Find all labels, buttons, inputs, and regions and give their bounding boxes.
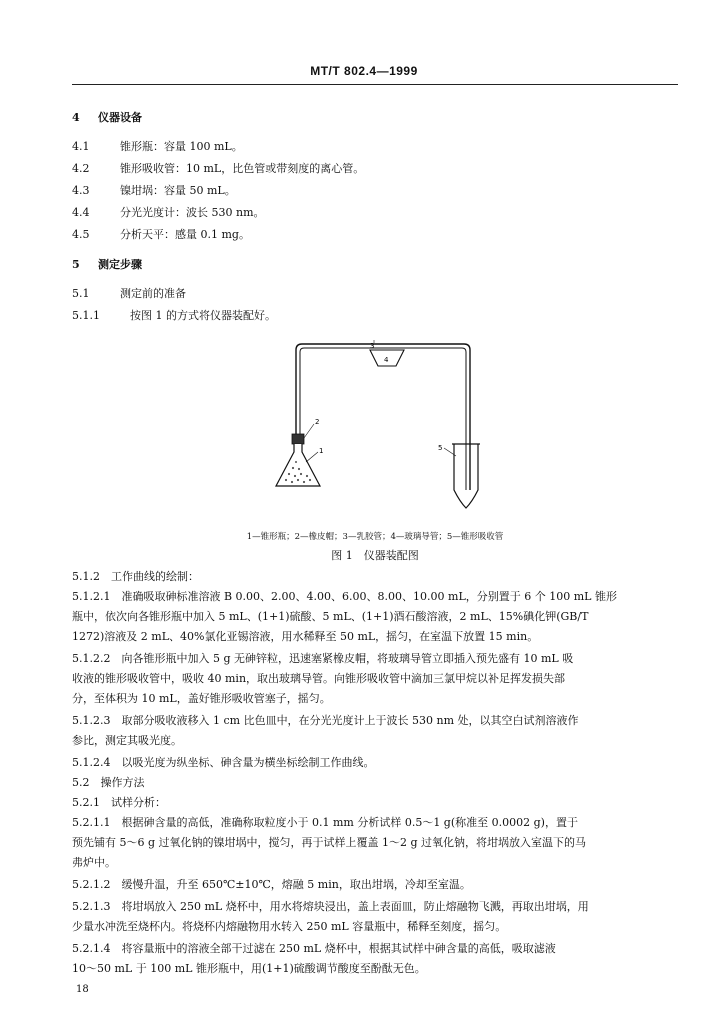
body-line: 少量水冲洗至烧杯内。将烧杯内熔融物用水转入 250 mL 容量瓶中，稀释至刻度，摇匀。 [72, 920, 507, 933]
section-title: 测定步骤 [98, 258, 142, 271]
item-number: 5.1 [72, 287, 90, 300]
body-line: 5.1.2.3 取部分吸收液移入 1 cm 比色皿中，在分光光度计上于波长 530 nm 处，以其空白试剂溶液作 [72, 714, 579, 727]
body-line: 5.1.2.4 以吸光度为纵坐标、砷含量为横坐标绘制工作曲线。 [72, 756, 375, 769]
body-line: 参比，测定其吸光度。 [72, 734, 182, 747]
figure-title: 图 1 仪器装配图 [331, 549, 419, 562]
body-line: 5.1.2.1 准确吸取砷标准溶液 B 0.00、2.00、4.00、6.00、8.00、10.00 mL，分别置于 6 个 100 mL 锥形 [72, 590, 617, 603]
item-4-2 [72, 161, 684, 176]
page-number: 18 [76, 984, 89, 995]
figure-legend: 1—锥形瓶；2—橡皮帽；3—乳胶管；4—玻璃导管；5—锥形吸收管 [246, 532, 504, 542]
body-line: 10～50 mL 于 100 mL 锥形瓶中，用(1+1)硫酸调节酸度至酚酞无色。 [72, 962, 426, 975]
body-line: 5.1.2 工作曲线的绘制： [72, 570, 199, 583]
item-number: 4.2 [72, 162, 90, 175]
body-line: 5.2.1.4 将容量瓶中的溶液全部干过滤在 250 mL 烧杯中，根据其试样中砷含量的高低，吸取滤液 [72, 942, 556, 955]
body-line: 5.2.1.3 将坩埚放入 250 mL 烧杯中，用水将熔块浸出，盖上表面皿，防止熔融物飞溅，再取出坩埚，用 [72, 900, 589, 913]
item-4-1 [72, 139, 684, 154]
body-line: 弗炉中。 [72, 856, 116, 869]
body-line: 分，至体积为 10 mL，盖好锥形吸收管塞子，摇匀。 [72, 692, 331, 705]
body-line: 预先铺有 5～6 g 过氧化钠的镍坩埚中，搅匀，再于试样上覆盖 1～2 g 过氧化钠，将坩埚放入室温下的马 [72, 836, 587, 849]
body-line: 1272)溶液及 2 mL、40%氯化亚锡溶液，用水稀释至 50 mL，摇匀，在室温下放置 15 min。 [72, 630, 539, 643]
item-5-1 [72, 286, 684, 301]
body-line: 瓶中，依次向各锥形瓶中加入 5 mL、(1+1)硫酸、5 mL、(1+1)酒石酸溶液，2 mL、15%碘化钾(GB/T [72, 610, 589, 623]
body-line: 5.2.1 试样分析： [72, 796, 166, 809]
glass-tube-inner [300, 348, 466, 490]
item-4-5 [72, 227, 684, 242]
item-4-4 [72, 205, 684, 220]
section-number: 5 [72, 258, 80, 271]
item-text: 分析天平：感量 0.1 mg。 [120, 228, 250, 241]
callout-4: 4 [384, 356, 389, 364]
body-line: 收液的锥形吸收管中，吸收 40 min，取出玻璃导管。向锥形吸收管中滴加三氯甲烷以补足挥发损失部 [72, 672, 566, 685]
leader-line-1 [306, 452, 318, 462]
body-line: 5.1.2.2 向各锥形瓶中加入 5 g 无砷锌粒，迅速塞紧橡皮帽，将玻璃导管立即插入预先盛有 10 mL 吸 [72, 652, 574, 665]
leader-line-2 [304, 424, 314, 438]
item-number: 4.1 [72, 140, 90, 153]
section-title: 仪器设备 [98, 111, 142, 124]
body-line: 5.2 操作方法 [72, 776, 145, 789]
callout-5: 5 [438, 444, 443, 452]
item-number: 4.5 [72, 228, 90, 241]
item-number: 5.1.1 [72, 309, 100, 322]
item-text: 分光光度计：波长 530 nm。 [120, 206, 265, 219]
item-text: 镍坩埚：容量 50 mL。 [120, 184, 236, 197]
section-number: 4 [72, 111, 80, 124]
section-heading-5 [72, 257, 684, 272]
rubber-cap [292, 434, 304, 444]
body-line: 5.2.1.2 缓慢升温，升至 650℃±10℃，熔融 5 min，取出坩埚，冷却至室温。 [72, 878, 471, 891]
header-rule [72, 84, 678, 85]
body-line: 5.2.1.1 根据砷含量的高低，准确称取粒度小于 0.1 mm 分析试样 0.5～1 g(称准至 0.0002 g)，置于 [72, 816, 578, 829]
item-text: 锥形吸收管：10 mL，比色管或带刻度的离心管。 [120, 162, 365, 175]
standard-id: MT/T 802.4—1999 [310, 64, 418, 78]
item-text: 按图 1 的方式将仪器装配好。 [130, 309, 276, 322]
item-text: 锥形瓶：容量 100 mL。 [120, 140, 243, 153]
callout-3: 3 [370, 342, 375, 350]
item-text: 测定前的准备 [120, 287, 186, 300]
item-4-3 [72, 183, 684, 198]
item-5-1-1 [72, 308, 684, 323]
apparatus-diagram [258, 340, 498, 510]
item-number: 4.3 [72, 184, 90, 197]
callout-1: 1 [319, 447, 324, 455]
section-heading-4 [72, 110, 684, 125]
callout-2: 2 [315, 418, 320, 426]
item-number: 4.4 [72, 206, 90, 219]
